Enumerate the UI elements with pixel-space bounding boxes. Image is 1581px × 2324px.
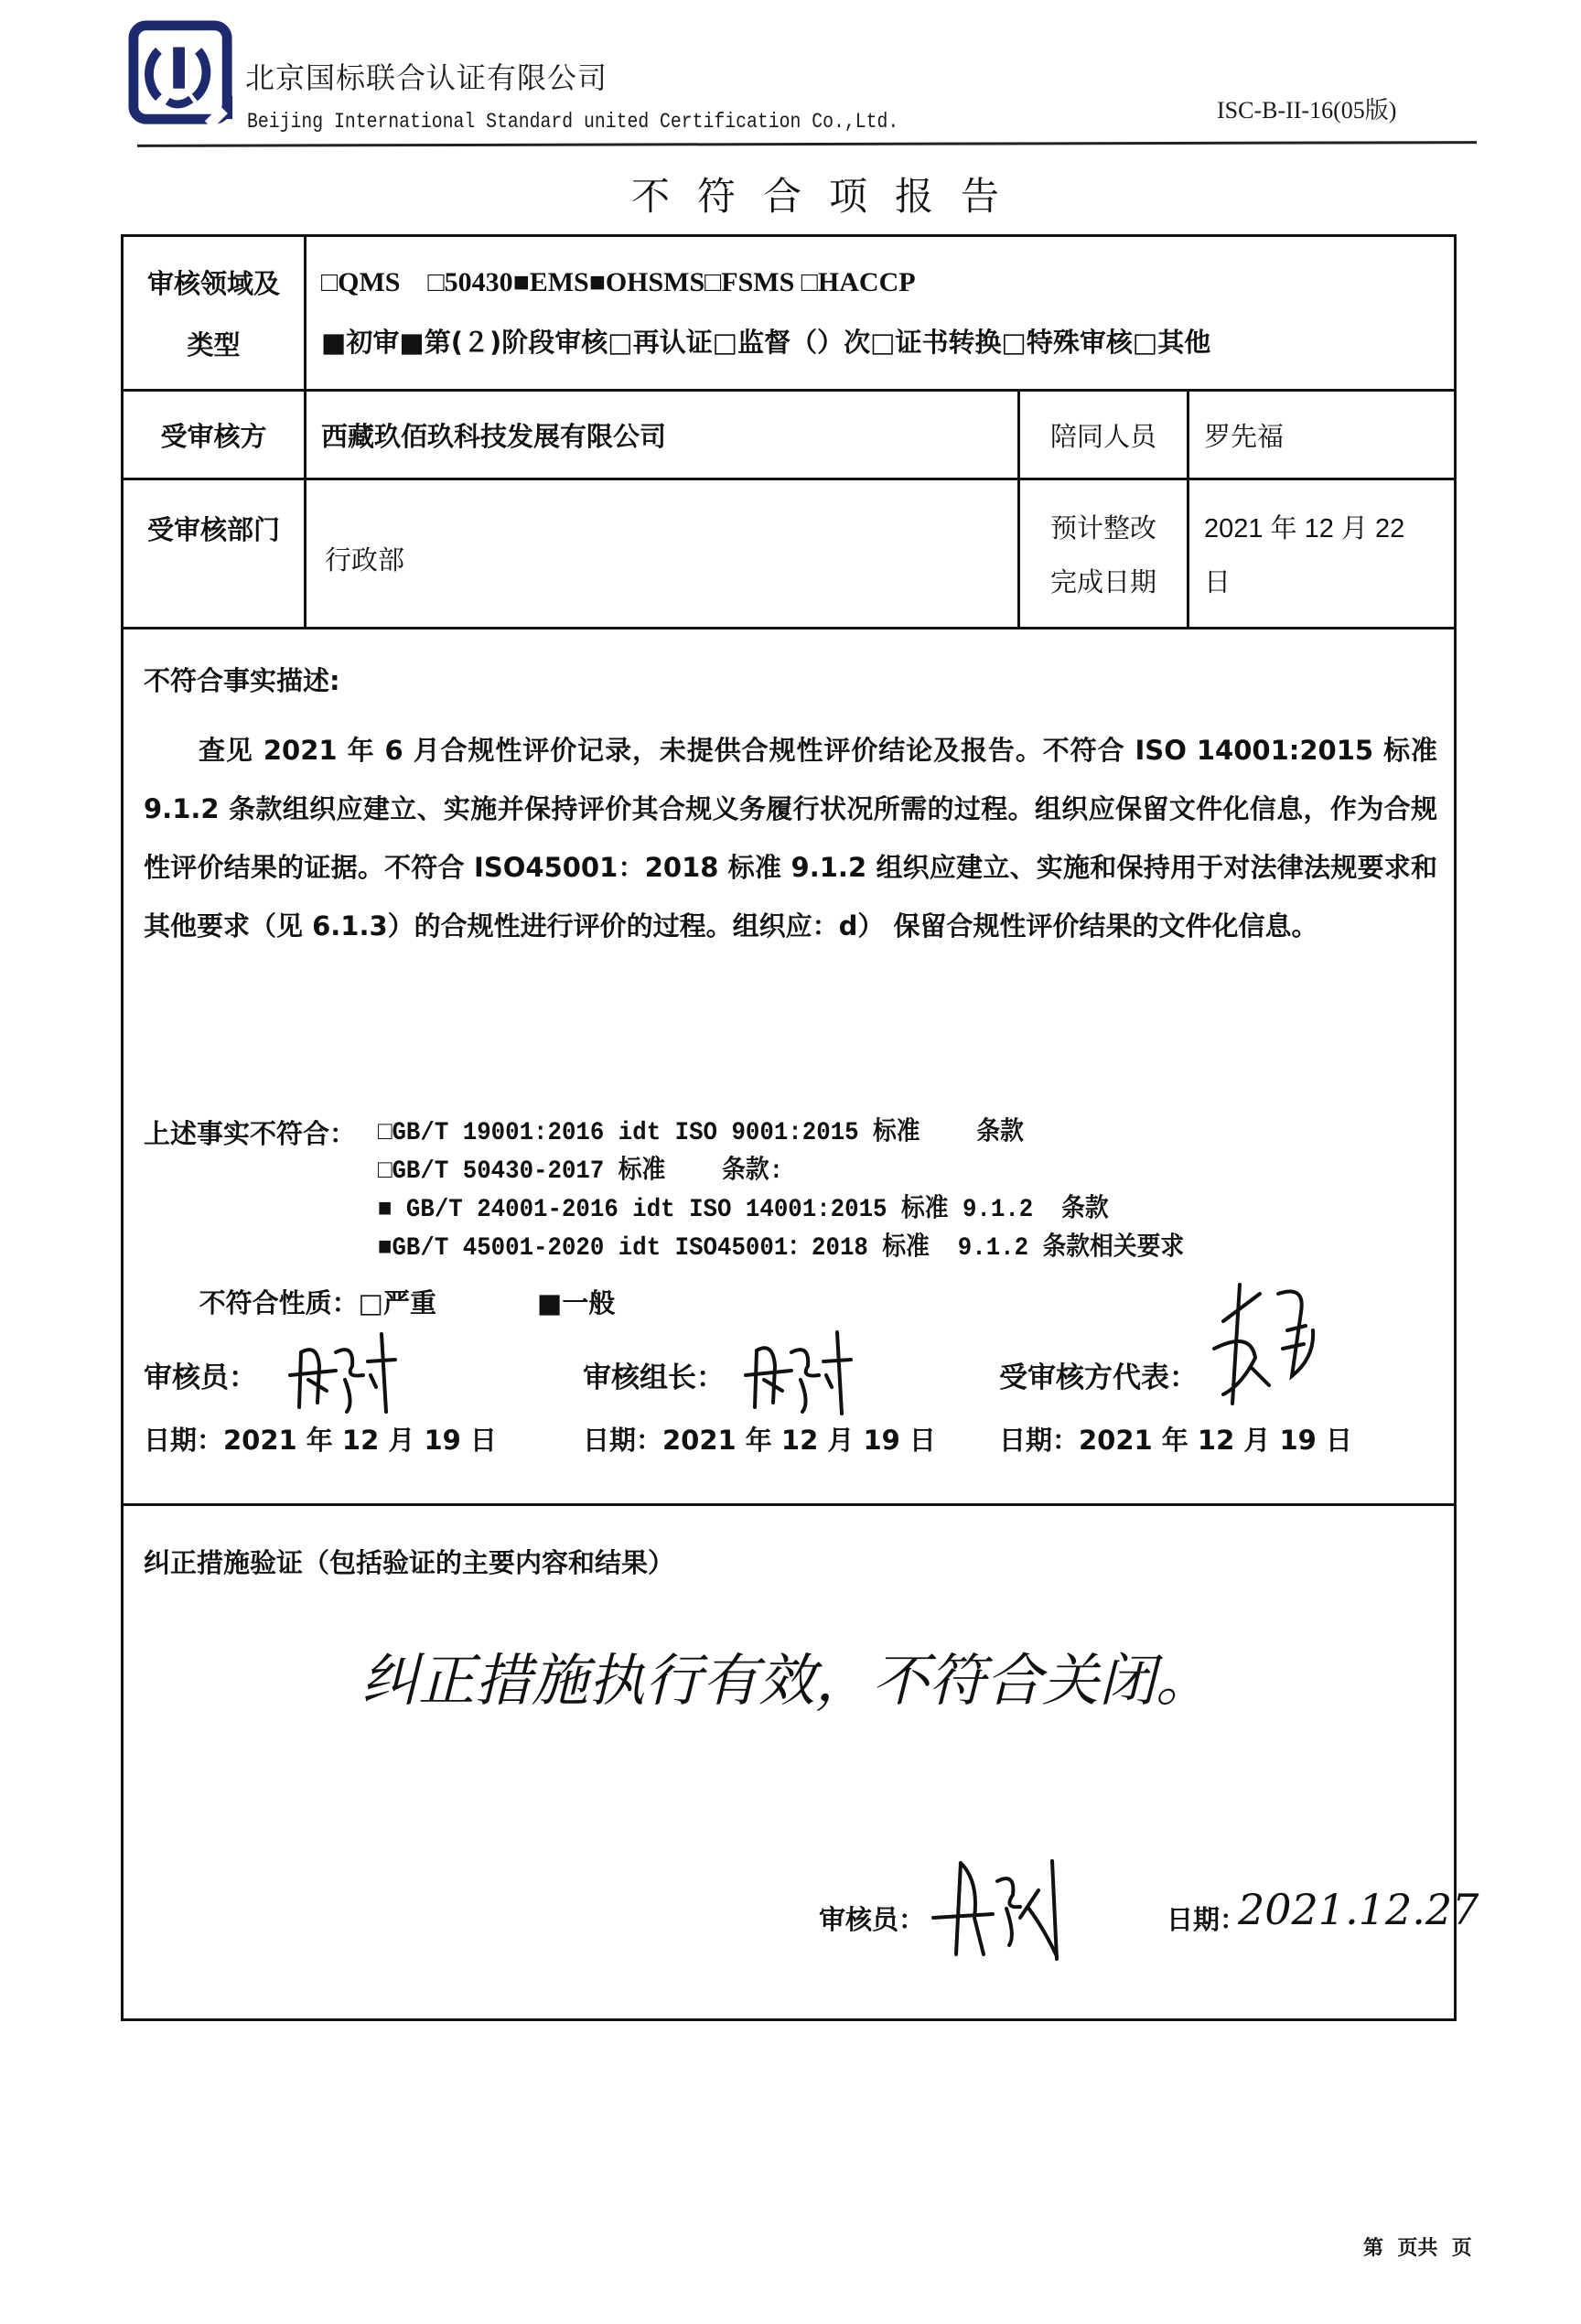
lead-auditor-label: 审核组长： — [583, 1361, 725, 1394]
clause-item[interactable] — [144, 1191, 1254, 1230]
due-date-label-line1: 预计整改 — [1049, 512, 1156, 543]
department-value[interactable]: 行政部 — [325, 543, 405, 576]
nature-option-general[interactable]: ■一般 — [537, 1287, 616, 1318]
auditor-signature — [281, 1325, 409, 1416]
auditee-value[interactable]: 西藏玖佰玖科技发展有限公司 — [321, 420, 667, 452]
audit-scope-label-line1: 审核领域及 — [146, 268, 280, 299]
audit-scope-label-cell — [124, 237, 307, 389]
auditee-rep-label: 受审核方代表： — [999, 1361, 1198, 1394]
audit-type-checkboxes[interactable]: ■初审■第(２)阶段审核□再认证□监督（）次□证书转换□特殊审核□其他 — [321, 326, 1211, 358]
verification-heading: 纠正措施验证（包括验证的主要内容和结果） — [144, 1547, 675, 1578]
nonconformity-description-section — [124, 629, 1465, 1506]
clauses-lead-label: 上述事实不符合： — [144, 1118, 357, 1149]
accompany-label-cell — [1020, 392, 1189, 478]
clauses-list — [144, 1114, 1254, 1268]
clause-indent — [144, 1191, 378, 1230]
department-label-cell — [124, 480, 307, 627]
department-label: 受审核部门 — [146, 514, 280, 545]
clause-text: ■GB/T 45001-2020 idt ISO45001：2018 标准 9.1.2 条款相关要求 — [378, 1234, 1185, 1263]
due-date-value-cell — [1189, 480, 1454, 627]
due-date-value-line2[interactable]: 日 — [1204, 568, 1231, 597]
due-date-label-cell — [1020, 480, 1189, 627]
description-text[interactable]: 查见 2021 年 6 月合规性评价记录，未提供合规性评价结论及报告。不符合 ISO 14001:2015 标准 9.1.2 条款组织应建立、实施并保持评价其合规义务履行状况所需的过程。组织应保留文件化信息，作为合规性评价结果的证据。不符合 ISO45001：2018 标准 9.1.2 组织应建立、实施和保持用于对法律法规要求和其他要求（见 6.1.3）的合规性进行评价的过程。组织应：d） 保留合规性评价结果的文件化信息。 — [144, 735, 1465, 941]
nonconformity-form — [121, 234, 1479, 2021]
page-number-footer: 第 页共 页 — [1363, 2237, 1472, 2260]
handwritten-result-text: 纠正措施执行有效，不符合关闭。 — [361, 1647, 1213, 1714]
auditor-label: 审核员： — [144, 1361, 257, 1394]
nature-option-severe[interactable]: □严重 — [358, 1287, 436, 1318]
due-date-label-line2: 完成日期 — [1049, 566, 1156, 597]
clause-text: □GB/T 19001:2016 idt ISO 9001:2015 标准 条款 — [378, 1119, 1024, 1147]
verification-auditor-label: 审核员： — [819, 1904, 926, 1935]
audit-scope-label-line2: 类型 — [187, 329, 241, 360]
auditee-value-cell — [307, 392, 1020, 478]
nature-label: 不符合性质： — [199, 1287, 359, 1318]
document-code: ISC-B-II-16(05版) — [1217, 97, 1397, 124]
auditee-label-cell — [124, 392, 307, 478]
company-name-en: Beijing International Standard united Certification Co.,Ltd. — [247, 110, 899, 134]
auditor-date: 日期：2021 年 12 月 19 日 — [144, 1425, 497, 1456]
due-date-value-line1[interactable]: 2021 年 12 月 22 — [1204, 514, 1405, 543]
department-value-cell — [307, 480, 1020, 627]
handwritten-verification-result — [361, 1634, 1213, 1735]
corrective-action-verification-section — [124, 1506, 1479, 2018]
auditee-rep-date: 日期：2021 年 12 月 19 日 — [999, 1425, 1352, 1456]
verification-auditor-signature — [929, 1854, 1066, 1964]
department-row — [124, 480, 1454, 629]
verification-date-label: 日期： — [1167, 1904, 1247, 1935]
accompany-value-cell — [1189, 392, 1454, 478]
signatures-row — [144, 1307, 1436, 1456]
company-name-cn: 北京国标联合认证有限公司 — [245, 60, 608, 95]
verification-date-value: 2021.12.27 — [1238, 1885, 1479, 1934]
verification-date-handwritten — [1238, 1858, 1479, 1959]
accompany-label: 陪同人员 — [1049, 420, 1156, 452]
audit-scope-row — [124, 237, 1454, 392]
lead-auditor-signature — [738, 1325, 866, 1416]
management-systems-checkboxes[interactable]: □QMS □50430■EMS■OHSMS□FSMS □HACCP — [321, 266, 916, 297]
description-heading: 不符合事实描述: — [144, 665, 340, 696]
accompany-value[interactable]: 罗先福 — [1204, 420, 1285, 452]
auditee-rep-signature — [1205, 1275, 1324, 1413]
auditee-row — [124, 392, 1454, 480]
clause-text: □GB/T 50430-2017 标准 条款: — [378, 1157, 784, 1186]
audit-scope-value-cell — [307, 237, 1454, 389]
bisc-logo-icon — [128, 20, 236, 128]
clause-item[interactable] — [144, 1153, 1254, 1191]
clause-indent — [144, 1153, 378, 1191]
lead-auditor-date: 日期：2021 年 12 月 19 日 — [583, 1425, 936, 1456]
clause-item[interactable] — [144, 1114, 1254, 1153]
page-title: 不符合项报告 — [631, 174, 1027, 219]
header-divider — [137, 141, 1477, 147]
auditee-label: 受审核方 — [160, 420, 267, 452]
clause-text: ■ GB/T 24001-2016 idt ISO 14001:2015 标准 9.1.2 条款 — [378, 1196, 1109, 1224]
